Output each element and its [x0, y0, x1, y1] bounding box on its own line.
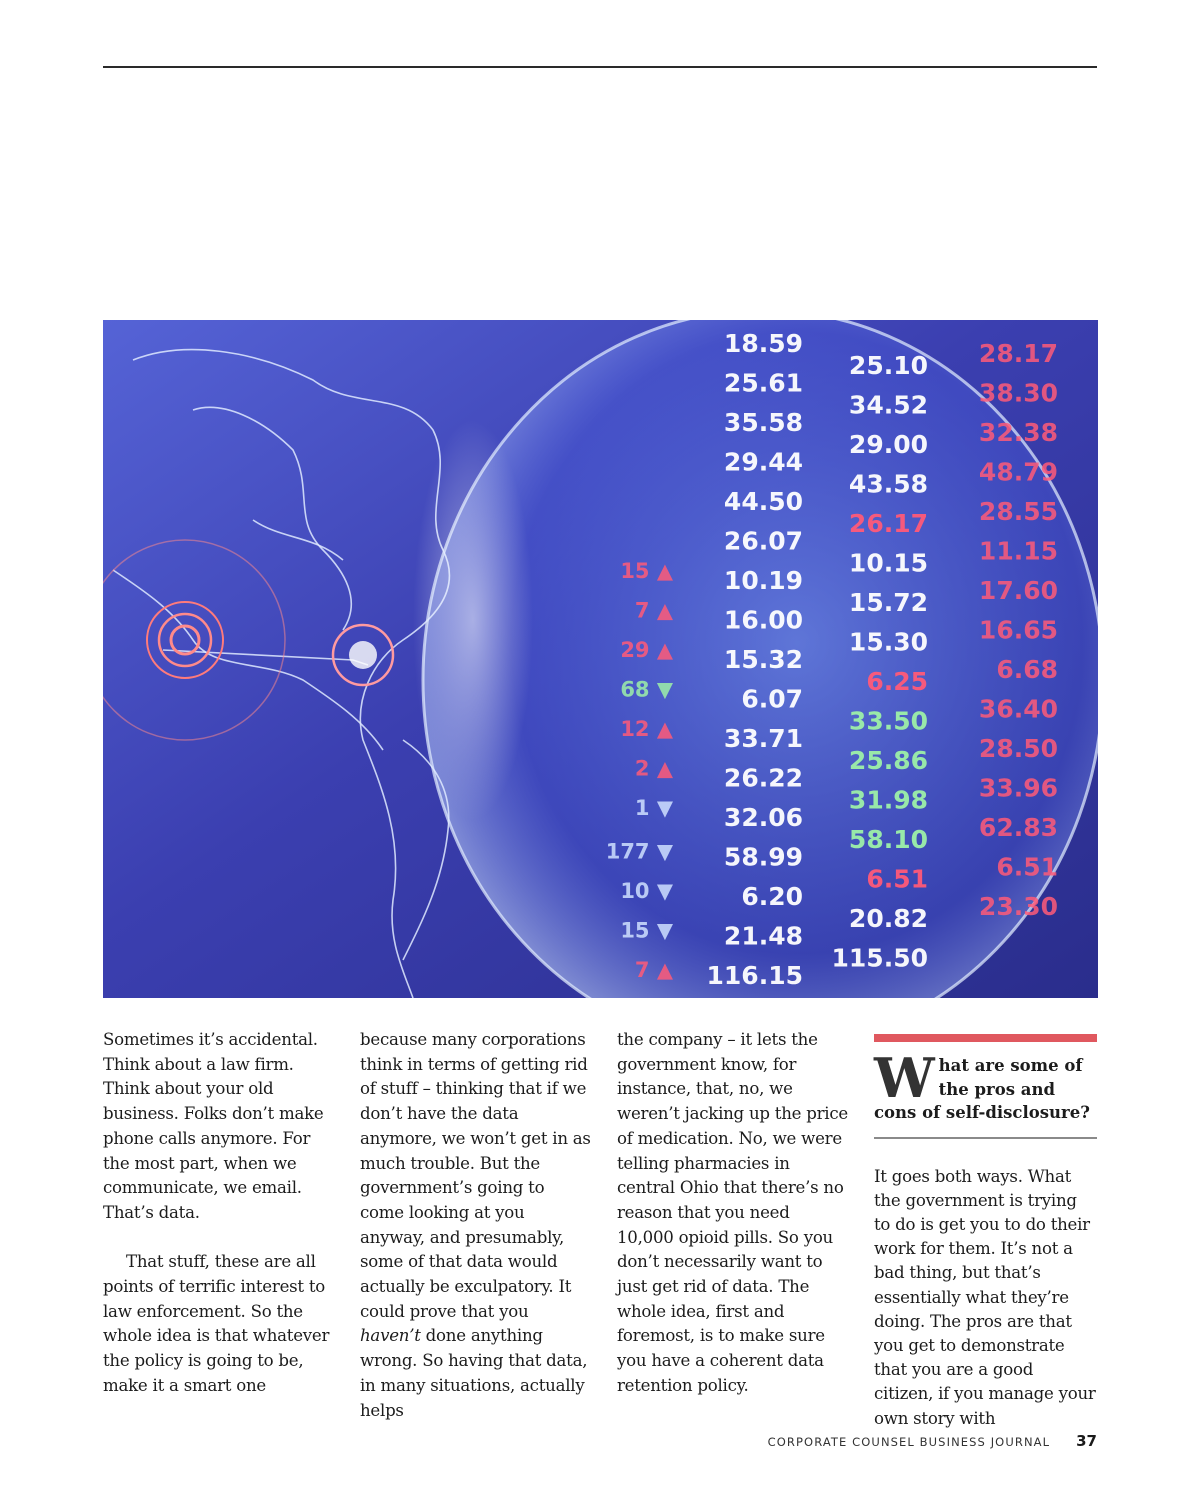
- ticker-value: 6.51: [866, 864, 928, 894]
- column-3: [617, 1028, 849, 1399]
- qa-sidebar: [874, 1034, 1097, 1431]
- ticker-change: 15 ▼: [620, 918, 673, 943]
- ticker-change: 7 ▲: [634, 957, 673, 982]
- ticker-value: 31.98: [848, 785, 928, 815]
- ticker-value: 10.15: [848, 548, 928, 578]
- ticker-value: 6.07: [741, 684, 803, 714]
- ticker-value: 44.50: [723, 487, 803, 516]
- globe-light-flare: [413, 420, 533, 820]
- ticker-change: 15 ▲: [620, 559, 673, 583]
- ticker-value: 115.50: [831, 943, 928, 973]
- ticker-value: 21.48: [723, 921, 803, 951]
- ticker-value: 36.40: [978, 694, 1058, 724]
- ticker-change: 68 ▼: [620, 677, 673, 702]
- ticker-value: 15.72: [848, 588, 928, 617]
- sidebar-question: [874, 1046, 1097, 1125]
- ticker-change: 177 ▼: [605, 839, 673, 864]
- column-3-paragraph: the company – it lets the government know, for instance, that, no, we weren’t jacking up the price of medication. No, we were telling pharmacies in central Ohio that there’s no reason that you need 10,000 opioid pills. So you don’t necessarily want to just get rid of data. The whole idea, first and foremost, is to make sure you have a coherent data retention policy.: [617, 1030, 848, 1395]
- ticker-value: 18.59: [723, 329, 803, 358]
- question-text: hat are some of the pros and cons of self-disclosure?: [874, 1056, 1090, 1122]
- ticker-value: 38.30: [978, 378, 1058, 408]
- ticker-value: 29.00: [848, 430, 928, 459]
- ticker-value: 6.20: [741, 882, 803, 911]
- sidebar-answer: It goes both ways. What the government is trying to do is get you to do their work for them. It’s not a bad thing, but that’s essentially what they’re doing. The pros are that you get to demonstrate that you are a good citizen, if you manage your own story with: [874, 1166, 1096, 1428]
- ticker-value: 25.61: [723, 368, 803, 398]
- question-dropcap: W: [874, 1046, 935, 1110]
- ticker-value: 28.55: [978, 497, 1058, 526]
- page-number: 37: [1076, 1432, 1097, 1450]
- ticker-value: 20.82: [848, 904, 928, 933]
- ticker-value: 32.38: [978, 418, 1058, 447]
- ticker-value: 58.99: [723, 842, 803, 872]
- stock-data-globe-photo: [103, 320, 1098, 998]
- column-2: [360, 1028, 592, 1423]
- ticker-value: 10.19: [723, 566, 803, 595]
- column-2-paragraph: [360, 1028, 592, 1423]
- ticker-value: 26.22: [723, 763, 803, 793]
- ticker-change: 10 ▼: [620, 878, 673, 903]
- ticker-value: 28.50: [978, 734, 1058, 763]
- ticker-value: 32.06: [723, 803, 803, 832]
- ticker-change: 12 ▲: [620, 717, 673, 741]
- sidebar-accent-bar: [874, 1034, 1097, 1042]
- ticker-value: 17.60: [978, 576, 1058, 605]
- ticker-value: 26.17: [848, 509, 928, 538]
- stock-globe-illustration: [103, 320, 1098, 998]
- sidebar-divider: [874, 1137, 1097, 1139]
- column-1: [103, 1028, 335, 1399]
- column-1-paragraph-1: Sometimes it’s accidental. Think about a law firm. Think about your old business. Folks don’t make phone calls anymore. For the most part, when we communicate, we email. That’s data.: [103, 1030, 324, 1222]
- ticker-value: 33.71: [723, 724, 803, 753]
- ticker-value: 6.68: [996, 655, 1058, 684]
- ticker-value: 15.32: [723, 645, 803, 674]
- ticker-value: 23.30: [978, 892, 1058, 921]
- ticker-value: 6.51: [996, 852, 1058, 882]
- ticker-change: 7 ▲: [634, 598, 673, 623]
- publication-name: CORPORATE COUNSEL BUSINESS JOURNAL: [767, 1435, 1051, 1449]
- ticker-value: 25.10: [848, 351, 928, 380]
- ticker-value: 6.25: [866, 667, 928, 696]
- column-2-italic-word: haven’t: [360, 1326, 421, 1346]
- ticker-value: 33.50: [848, 706, 928, 736]
- ticker-value: 34.52: [848, 390, 928, 420]
- ticker-value: 116.15: [706, 961, 803, 990]
- ticker-change: 29 ▲: [620, 638, 673, 662]
- ticker-value: 62.83: [978, 813, 1058, 842]
- ticker-value: 15.30: [848, 627, 928, 657]
- page-footer: [768, 1432, 1097, 1450]
- ticker-value: 35.58: [723, 408, 803, 437]
- ticker-value: 28.17: [978, 339, 1058, 368]
- ticker-value: 33.96: [978, 773, 1058, 803]
- ticker-value: 58.10: [848, 825, 928, 854]
- ticker-value: 16.00: [723, 605, 803, 635]
- column-2-text-start: because many corporations think in terms of getting rid of stuff – thinking that if we don’t have the data anymore, we won’t get in as much trouble. But the government’s going to come looking at you anyway, and presumably, some of that data would actually be exculpatory. It could prove that you: [360, 1030, 591, 1321]
- ticker-value: 25.86: [848, 746, 928, 775]
- top-rule: [103, 66, 1097, 68]
- column-1-paragraph-2: That stuff, these are all points of terrific interest to law enforcement. So the whole idea is that whatever the policy is going to be, make it a smart one: [103, 1252, 330, 1395]
- ticker-value: 26.07: [723, 526, 803, 556]
- ticker-change: 1 ▼: [634, 796, 673, 820]
- ticker-value: 43.58: [848, 469, 928, 499]
- ticker-value: 29.44: [723, 447, 803, 477]
- ticker-change: 2 ▲: [634, 756, 673, 781]
- column-2-text-end: done anything wrong. So having that data, in many situations, actually helps: [360, 1326, 588, 1420]
- ticker-value: 48.79: [978, 457, 1058, 487]
- ticker-value: 11.15: [978, 536, 1058, 566]
- ticker-value: 16.65: [978, 615, 1058, 645]
